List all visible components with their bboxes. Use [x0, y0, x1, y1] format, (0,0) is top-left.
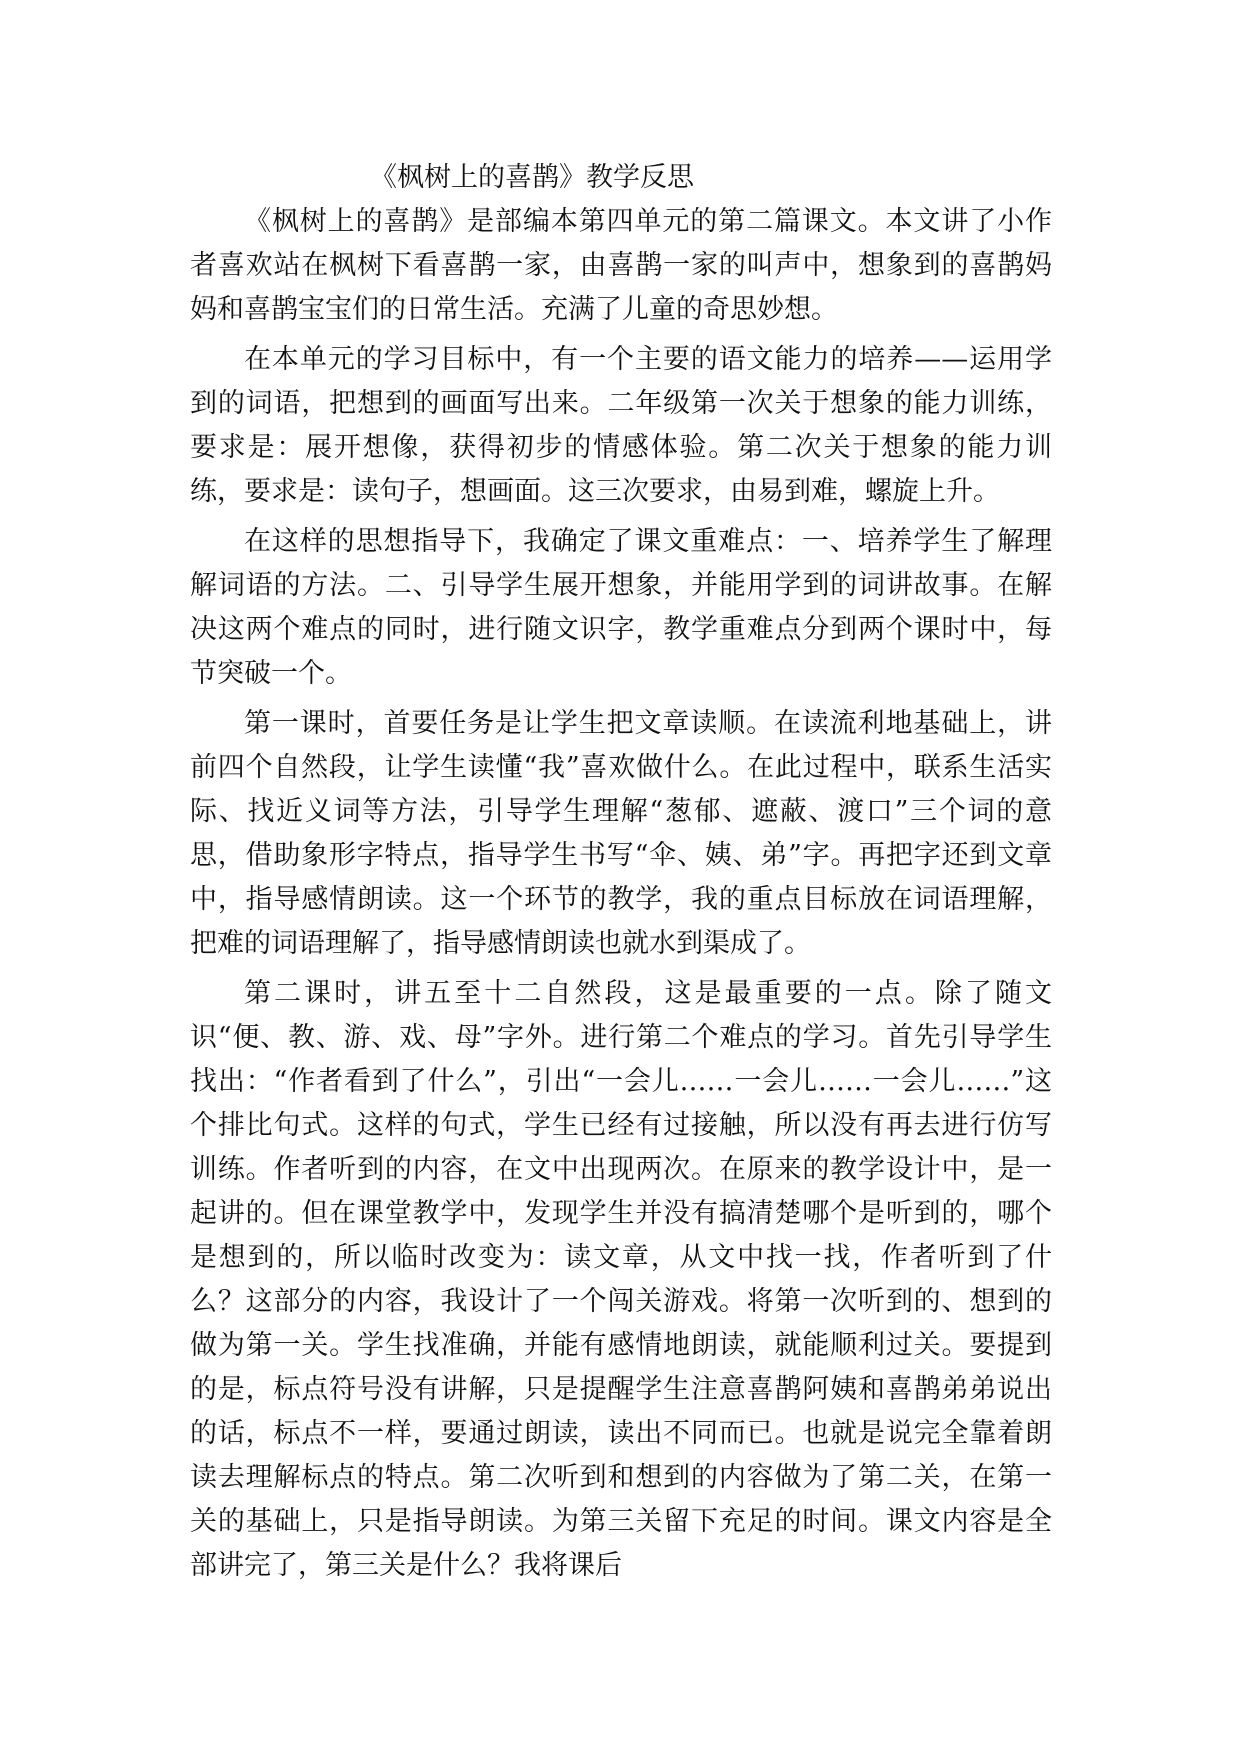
document-body [190, 156, 1052, 1594]
paragraph-intro: 《枫树上的喜鹊》是部编本第四单元的第二篇课文。本文讲了小作者喜欢站在枫树下看喜鹊一家，由喜鹊一家的叫声中，想象到的喜鹊妈妈和喜鹊宝宝们的日常生活。充满了儿童的奇思妙想。 [190, 206, 1052, 325]
paragraph-key-points: 在这样的思想指导下，我确定了课文重难点：一、培养学生了解理解词语的方法。二、引导学生展开想象，并能用学到的词讲故事。在解决这两个难点的同时，进行随文识字，教学重难点分到两个课时中，每节突破一个。 [190, 526, 1052, 689]
document-title: 《枫树上的喜鹊》教学反思 [370, 162, 694, 193]
paragraph-learning-goals: 在本单元的学习目标中，有一个主要的语文能力的培养——运用学到的词语，把想到的画面写出来。二年级第一次关于想象的能力训练，要求是：展开想像，获得初步的情感体验。第二次关于想象的能力训练，要求是：读句子，想画面。这三次要求，由易到难，螺旋上升。 [190, 344, 1052, 507]
paragraph-second-lesson: 第二课时，讲五至十二自然段，这是最重要的一点。除了随文识“便、教、游、戏、母”字外。进行第二个难点的学习。首先引导学生找出：“作者看到了什么”，引出“一会儿……一会儿……一会儿……”这个排比句式。这样的句式，学生已经有过接触，所以没有再去进行仿写训练。作者听到的内容，在文中出现两次。在原来的教学设计中，是一起讲的。但在课堂教学中，发现学生并没有搞清楚哪个是听到的，哪个是想到的，所以临时改变为：读文章，从文中找一找，作者听到了什么？这部分的内容，我设计了一个闯关游戏。将第一次听到的、想到的做为第一关。学生找准确，并能有感情地朗读，就能顺利过关。要提到的是，标点符号没有讲解，只是提醒学生注意喜鹊阿姨和喜鹊弟弟说出的话，标点不一样，要通过朗读，读出不同而已。也就是说完全靠着朗读去理解标点的特点。第二次听到和想到的内容做为了第二关，在第一关的基础上，只是指导朗读。为第三关留下充足的时间。课文内容是全部讲完了，第三关是什么？我将课后 [190, 978, 1052, 1581]
paragraph-first-lesson: 第一课时，首要任务是让学生把文章读顺。在读流利地基础上，讲前四个自然段，让学生读懂“我”喜欢做什么。在此过程中，联系生活实际、找近义词等方法，引导学生理解“葱郁、遮蔽、渡口”三个词的意思，借助象形字特点，指导学生书写“伞、姨、弟”字。再把字还到文章中，指导感情朗读。这一个环节的教学，我的重点目标放在词语理解，把难的词语理解了，指导感情朗读也就水到渠成了。 [190, 708, 1052, 959]
